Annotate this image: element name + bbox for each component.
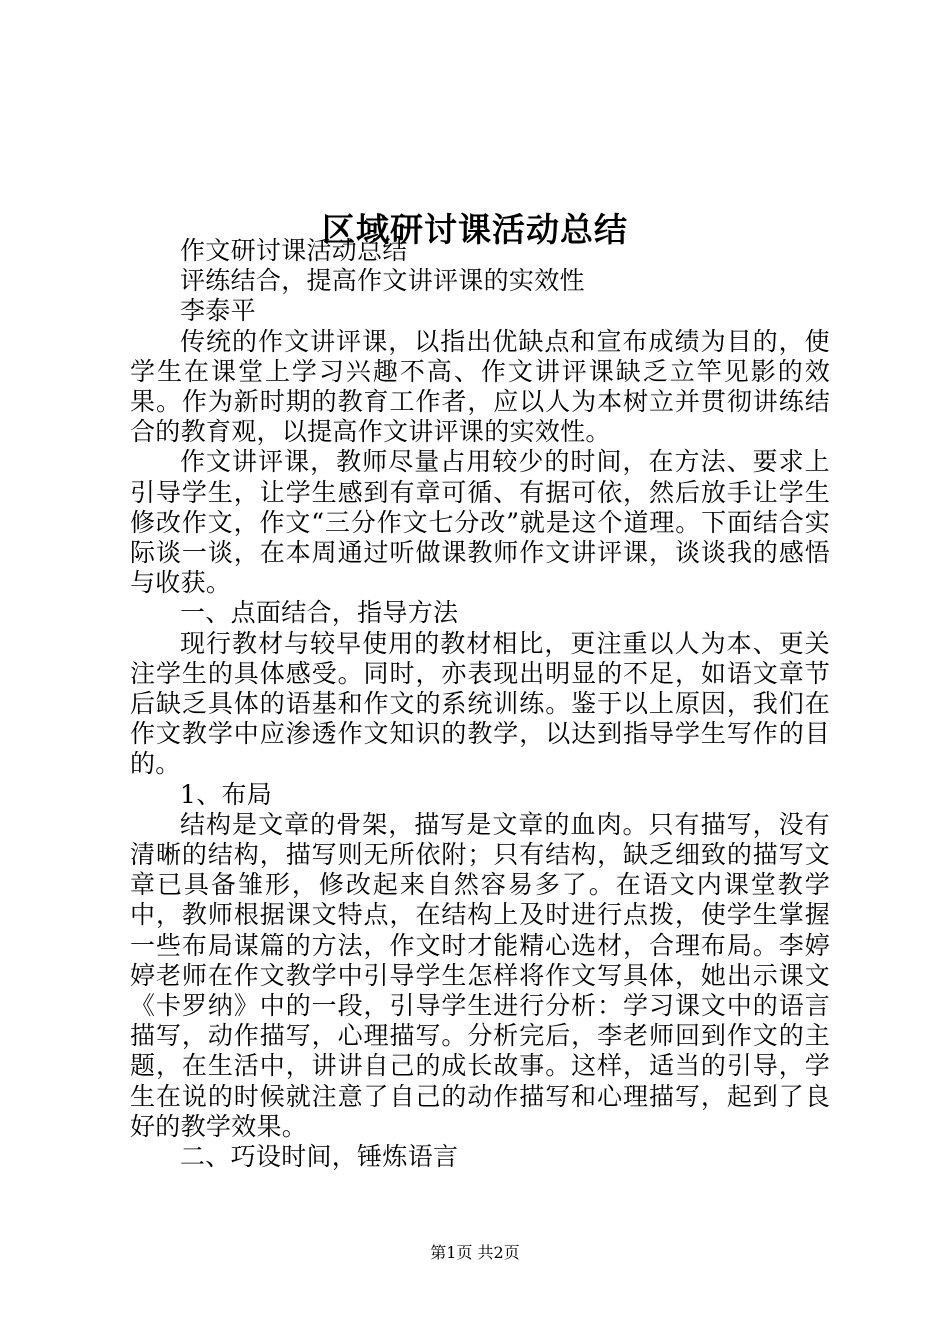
body-paragraph: 传统的作文讲评课，以指出优缺点和宣布成绩为目的，使学生在课堂上学习兴趣不高、作文讲评课缺乏立竿见影的效果。作为新时期的教育工作者，应以人为本树立并贯彻讲练结合的教育观，以提高作文讲评课的实效性。 [130, 326, 830, 447]
page-indicator: 第1页 共2页 [430, 1243, 520, 1262]
section-heading: 二、巧设时间，锤炼语言 [180, 1142, 459, 1172]
body-paragraph: 结构是文章的骨架，描写是文章的血肉。只有描写，没有清晰的结构，描写则无所依附；只有结构，缺乏细致的描写文章已具备雏形，修改起来自然容易多了。在语文内课堂教学中，教师根据课文特点，在结构上及时进行点拨，使学生掌握一些布局谋篇的方法，作文时才能精心选材，合理布局。李婷婷老师在作文教学中引导学生怎样将作文写具体，她出示课文《卡罗纳》中的一段，引导学生进行分析：学习课文中的语言描写，动作描写，心理描写。分析完后，李老师回到作文的主题，在生活中，讲讲自己的成长故事。这样，适当的引导，学生在说的时候就注意了自己的动作描写和心理描写，起到了良好的教学效果。 [130, 809, 830, 1141]
author-name: 李泰平 [180, 296, 256, 326]
body-paragraph: 作文讲评课，教师尽量占用较少的时间，在方法、要求上引导学生，让学生感到有章可循、有据可依，然后放手让学生修改作文，作文“三分作文七分改”就是这个道理。下面结合实际谈一谈，在本周通过听做课教师作文讲评课，谈谈我的感悟与收获。 [130, 447, 830, 598]
document-title: 区域研讨课活动总结 [322, 210, 628, 250]
page-footer [0, 1243, 950, 1263]
document-body [130, 236, 830, 1172]
subsection-heading: 1、布局 [180, 779, 273, 809]
section-heading: 一、点面结合，指导方法 [180, 598, 459, 628]
article-heading: 评练结合，提高作文讲评课的实效性 [180, 266, 585, 296]
subtitle-line: 作文研讨课活动总结 [180, 236, 408, 265]
body-paragraph: 现行教材与较早使用的教材相比，更注重以人为本、更关注学生的具体感受。同时，亦表现出明显的不足，如语文章节后缺乏具体的语基和作文的系统训练。鉴于以上原因，我们在作文教学中应渗透作文知识的教学，以达到指导学生写作的目的。 [130, 628, 830, 779]
